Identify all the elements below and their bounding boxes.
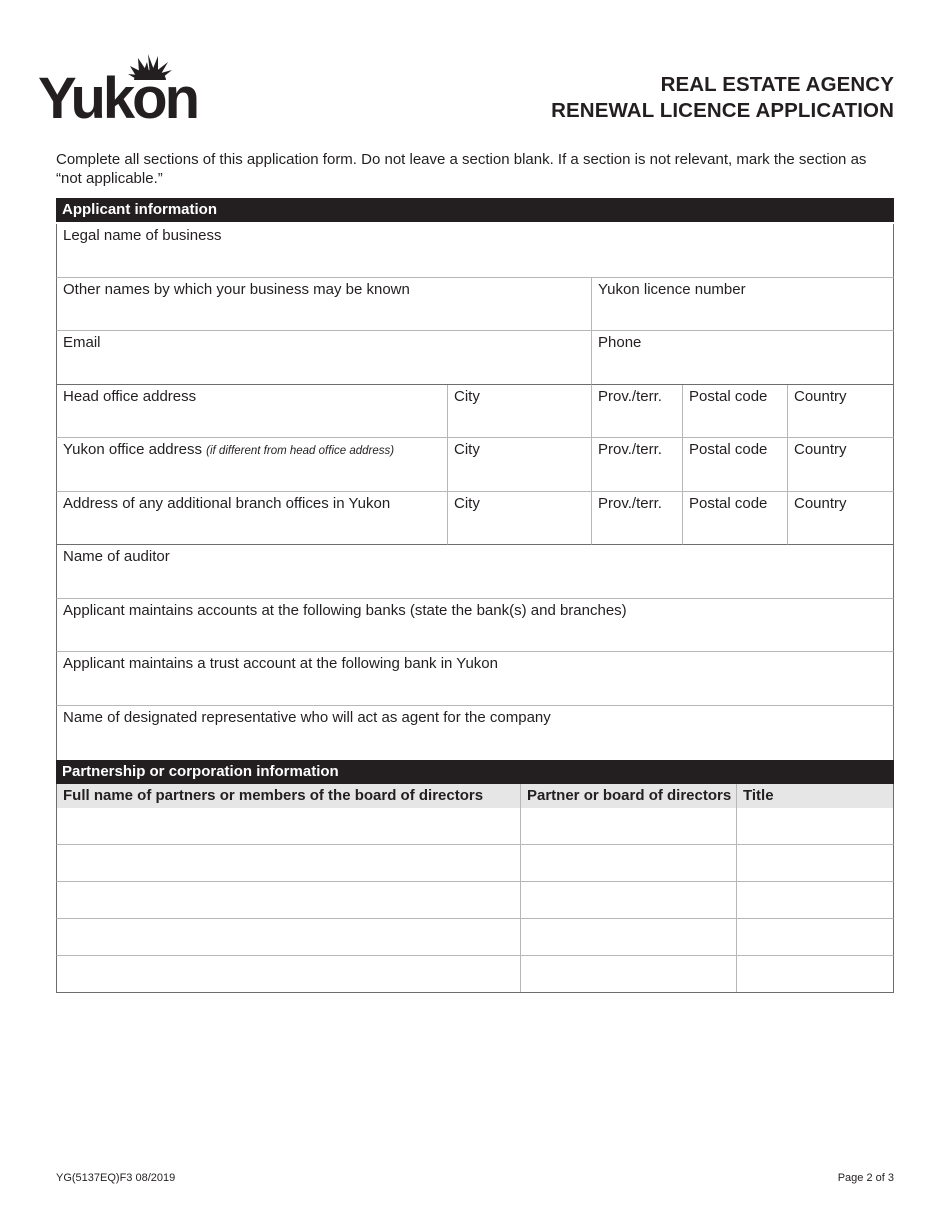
table-row <box>56 808 894 845</box>
partner-name-cell[interactable] <box>57 919 520 955</box>
column-header-title: Title <box>736 784 893 808</box>
branch-office-postal-field[interactable] <box>682 492 788 545</box>
branch-office-country-field[interactable] <box>787 492 894 545</box>
partner-role-cell[interactable] <box>520 882 736 918</box>
yukon-office-city-field[interactable] <box>447 438 592 492</box>
country-label: Country <box>794 441 847 458</box>
yukon-logo <box>38 50 210 122</box>
prov-terr-label: Prov./terr. <box>598 495 662 512</box>
head-office-country-field[interactable] <box>787 385 894 438</box>
head-office-address-field[interactable] <box>56 385 448 438</box>
trust-account-label: Applicant maintains a trust account at the following bank in Yukon <box>63 655 498 672</box>
page-number: Page 2 of 3 <box>837 1172 894 1184</box>
partner-title-cell[interactable] <box>736 956 893 992</box>
head-office-prov-field[interactable] <box>591 385 683 438</box>
phone-field[interactable] <box>591 331 894 385</box>
prov-terr-label: Prov./terr. <box>598 441 662 458</box>
branch-office-address-field[interactable] <box>56 492 448 545</box>
partner-name-cell[interactable] <box>57 808 520 844</box>
head-office-address-label: Head office address <box>63 388 197 405</box>
yukon-office-address-note: (if different from head office address) <box>206 445 395 457</box>
instructions-text: Complete all sections of this application form. Do not leave a section blank. If a section is not relevant, mark the section as “not applicable.” <box>56 151 867 187</box>
form-title <box>551 72 894 124</box>
section-heading-applicant: Applicant information <box>56 198 894 222</box>
yukon-office-prov-field[interactable] <box>591 438 683 492</box>
legal-name-field[interactable] <box>56 224 894 278</box>
branch-office-city-field[interactable] <box>447 492 592 545</box>
head-office-postal-field[interactable] <box>682 385 788 438</box>
designated-representative-label: Name of designated representative who will act as agent for the company <box>63 709 551 726</box>
prov-terr-label: Prov./terr. <box>598 388 662 405</box>
partner-role-cell[interactable] <box>520 808 736 844</box>
partners-table-header <box>56 784 894 808</box>
table-row <box>56 845 894 882</box>
partner-name-cell[interactable] <box>57 956 520 992</box>
auditor-label: Name of auditor <box>63 548 170 565</box>
partner-role-cell[interactable] <box>520 845 736 881</box>
applicant-form-grid <box>56 224 894 760</box>
banks-label: Applicant maintains accounts at the following banks (state the bank(s) and branches) <box>63 602 627 619</box>
partner-role-cell[interactable] <box>520 919 736 955</box>
partner-name-cell[interactable] <box>57 882 520 918</box>
postal-code-label: Postal code <box>689 495 768 512</box>
partner-role-cell[interactable] <box>520 956 736 992</box>
partner-title-cell[interactable] <box>736 919 893 955</box>
partner-title-cell[interactable] <box>736 808 893 844</box>
head-office-city-field[interactable] <box>447 385 592 438</box>
table-row <box>56 919 894 956</box>
legal-name-label: Legal name of business <box>63 227 222 244</box>
yukon-office-address-field[interactable] <box>56 438 448 492</box>
yukon-office-postal-field[interactable] <box>682 438 788 492</box>
banks-field[interactable] <box>56 599 894 652</box>
form-code: YG(5137EQ)F3 08/2019 <box>56 1172 176 1184</box>
partner-title-cell[interactable] <box>736 882 893 918</box>
yukon-office-address-label: Yukon office address <box>63 441 202 458</box>
email-field[interactable] <box>56 331 592 385</box>
column-header-partner-or-board: Partner or board of directors <box>520 784 736 808</box>
postal-code-label: Postal code <box>689 388 768 405</box>
partners-table-body <box>56 808 894 993</box>
country-label: Country <box>794 495 847 512</box>
yukon-logo-graphic <box>38 50 210 122</box>
city-label: City <box>454 495 480 512</box>
partner-title-cell[interactable] <box>736 845 893 881</box>
designated-representative-field[interactable] <box>56 706 894 760</box>
form-title-line1: REAL ESTATE AGENCY <box>660 73 894 96</box>
branch-office-prov-field[interactable] <box>591 492 683 545</box>
svg-text:Yukon: Yukon <box>38 66 198 122</box>
licence-number-field[interactable] <box>591 278 894 331</box>
form-title-line2: RENEWAL LICENCE APPLICATION <box>551 99 894 122</box>
phone-label: Phone <box>598 334 642 351</box>
email-label: Email <box>63 334 101 351</box>
city-label: City <box>454 441 480 458</box>
postal-code-label: Postal code <box>689 441 768 458</box>
auditor-field[interactable] <box>56 545 894 599</box>
table-row <box>56 882 894 919</box>
city-label: City <box>454 388 480 405</box>
other-names-label: Other names by which your business may be known <box>63 281 410 298</box>
licence-number-label: Yukon licence number <box>598 281 746 298</box>
section-heading-partnership: Partnership or corporation information <box>56 760 894 784</box>
country-label: Country <box>794 388 847 405</box>
partner-name-cell[interactable] <box>57 845 520 881</box>
other-names-field[interactable] <box>56 278 592 331</box>
yukon-office-country-field[interactable] <box>787 438 894 492</box>
branch-office-address-label: Address of any additional branch offices in Yukon <box>63 495 391 512</box>
trust-account-field[interactable] <box>56 652 894 706</box>
table-row <box>56 956 894 993</box>
column-header-full-name: Full name of partners or members of the board of directors <box>63 787 484 804</box>
